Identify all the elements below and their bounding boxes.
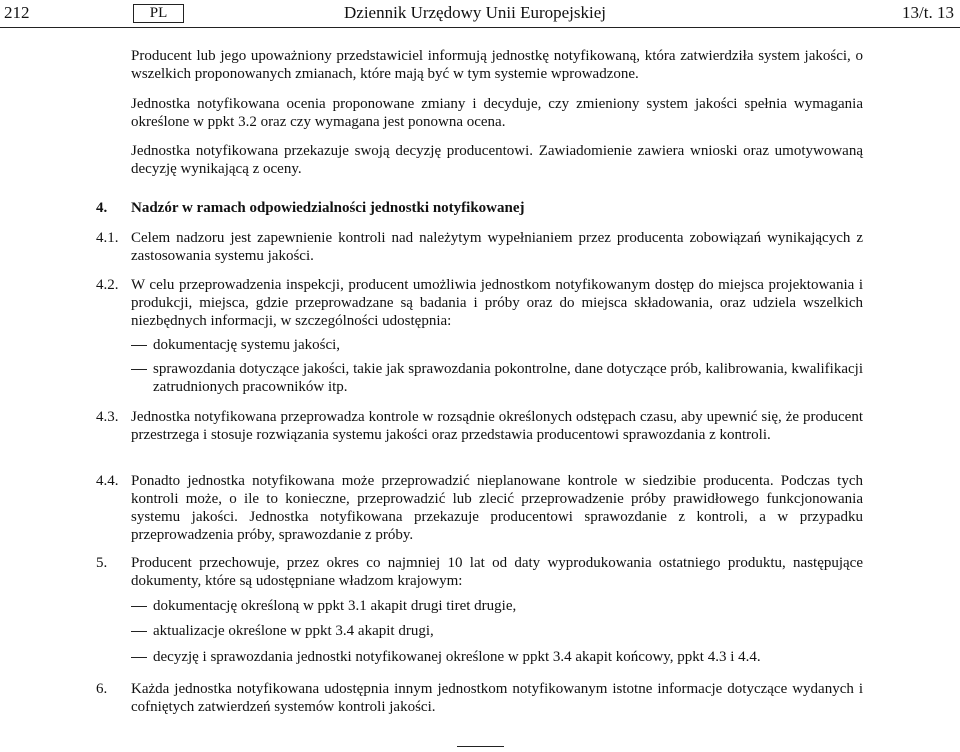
section-4-heading: Nadzór w ramach odpowiedzialności jednostki notyfikowanej: [131, 200, 525, 216]
dash-bullet: [131, 369, 147, 370]
paragraph-decision: Jednostka notyfikowana przekazuje swoją decyzję producentowi. Zawiadomienie zawiera wnioski oraz umotywowaną decyzję wynikającą z oceny.: [131, 143, 863, 177]
point-4-4-text: Ponadto jednostka notyfikowana może przeprowadzić nieplanowane kontrole w siedzibie producenta. Podczas tych kontroli może, o ile to konieczne, przeprowadzić lub zlecić przeprowadzenie próby prawidłowego funkcjonowania systemu jakości. Jednostka notyfikowana przekazuje producentowi sprawozdanie z kontroli, a w przypadku przeprowadzenia próby, sprawozdanie z próby.: [131, 473, 863, 543]
point-4-1-number: 4.1.: [96, 230, 119, 246]
list-item: dokumentację systemu jakości,: [153, 337, 341, 353]
point-4-2-text: W celu przeprowadzenia inspekcji, producent umożliwia jednostkom notyfikowanym dostęp do miejsca projektowania i produkcji, miejsca, gdzie przeprowadzane są badania i próby oraz do miejsca składowania, oraz udziela wszelkich niezbędnych informacji, w szczególności udostępnia:: [131, 277, 863, 329]
dash-bullet: [131, 657, 147, 658]
paragraph-assessment: Jednostka notyfikowana ocenia proponowane zmiany i decyduje, czy zmieniony system jakości spełnia wymagania określone w ppkt 3.2 oraz czy wymagana jest ponowna ocena.: [131, 96, 863, 130]
point-4-3-text: Jednostka notyfikowana przeprowadza kontrole w rozsądnie określonych odstępach czasu, aby upewnić się, że producent przestrzega i stosuje rozwiązania systemu jakości oraz przedstawia producentowi sprawozdania z kontroli.: [131, 409, 863, 443]
dash-bullet: [131, 345, 147, 346]
paragraph-changes-notice: Producent lub jego upoważniony przedstawiciel informują jednostkę notyfikowaną, która zatwierdziła system jakości, o wszelkich proponowanych zmianach, które mają być w tym systemie wprowadzone.: [131, 48, 863, 82]
section-6-text: Każda jednostka notyfikowana udostępnia innym jednostkom notyfikowanym istotne informacje dotyczące wydanych i cofniętych zatwierdzeń systemów kontroli jakości.: [131, 681, 863, 715]
page-header: [0, 0, 960, 30]
header-rule: [0, 27, 960, 28]
list-item: dokumentację określoną w ppkt 3.1 akapit drugi tiret drugie,: [153, 598, 517, 614]
journal-title: Dziennik Urzędowy Unii Europejskiej: [344, 3, 607, 22]
issue-reference: 13/t. 13: [902, 3, 954, 22]
section-5-text: Producent przechowuje, przez okres co najmniej 10 lat od daty wyprodukowania ostatniego produktu, następujące dokumenty, które są udostępniane władzom krajowym:: [131, 555, 863, 589]
list-item: sprawozdania dotyczące jakości, takie jak sprawozdania pokontrolne, dane dotyczące prób, kalibrowania, kwalifikacji zatrudnionych pracowników itp.: [153, 361, 863, 395]
point-4-4-number: 4.4.: [96, 473, 119, 489]
list-item: decyzję i sprawozdania jednostki notyfikowanej określone w ppkt 3.4 akapit końcowy, ppkt 4.3 i 4.4.: [153, 649, 761, 665]
section-6-number: 6.: [96, 681, 108, 697]
page-number: 212: [4, 3, 30, 22]
list-item: aktualizacje określone w ppkt 3.4 akapit drugi,: [153, 623, 434, 639]
point-4-2-number: 4.2.: [96, 277, 119, 293]
dash-bullet: [131, 631, 147, 632]
point-4-1-text: Celem nadzoru jest zapewnienie kontroli nad należytym wypełnianiem przez producenta zobowiązań wynikających z zastosowania systemu jakości.: [131, 230, 863, 264]
section-4-number: 4.: [96, 200, 108, 216]
section-5-number: 5.: [96, 555, 108, 571]
dash-bullet: [131, 606, 147, 607]
end-rule: [457, 746, 504, 747]
language-box: PL: [133, 4, 184, 23]
point-4-3-number: 4.3.: [96, 409, 119, 425]
